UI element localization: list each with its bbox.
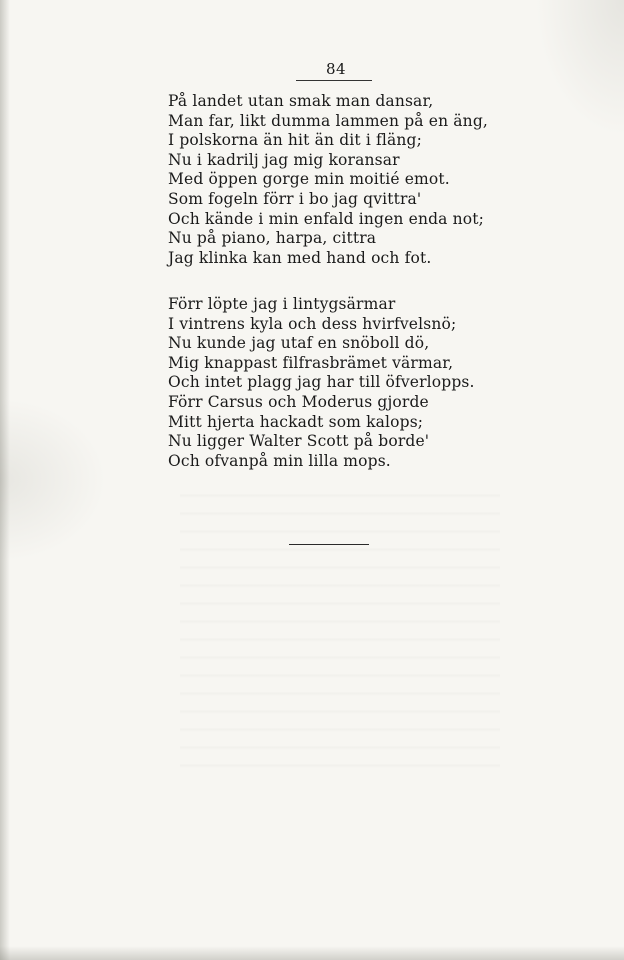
page-left-edge-shadow xyxy=(0,0,10,960)
poem-line: Förr Carsus och Moderus gjorde xyxy=(168,392,429,411)
poem-line: Nu i kadrilj jag mig koransar xyxy=(168,150,400,169)
poem-line: Jag klinka kan med hand och fot. xyxy=(168,248,432,267)
stanza-1 xyxy=(168,92,528,268)
poem-line: Nu på piano, harpa, cittra xyxy=(168,229,377,248)
poem-line: Med öppen gorge min moitié emot. xyxy=(168,170,450,189)
poem-line: Förr löpte jag i lintygsärmar xyxy=(168,295,396,313)
show-through-texture xyxy=(180,480,500,780)
poem-line: I polskorna än hit än dit i fläng; xyxy=(168,131,422,150)
page-number: 84 xyxy=(325,60,347,78)
poem-line: Mig knappast filfrasbrämet värmar, xyxy=(168,353,454,372)
stanza-2 xyxy=(168,295,528,471)
poem-line: I vintrens kyla och dess hvirfvelsnö; xyxy=(168,314,457,333)
poem-line: På landet utan smak man dansar, xyxy=(168,92,434,110)
end-of-poem-rule xyxy=(289,544,369,545)
poem-line: Man far, likt dumma lammen på en äng, xyxy=(168,111,488,130)
page-number-rule xyxy=(296,80,372,81)
poem-line: Mitt hjerta hackadt som kalops; xyxy=(168,412,424,431)
poem-line: Och intet plagg jag har till öfverlopps. xyxy=(168,373,475,392)
poem-line: Nu kunde jag utaf en snöboll dö, xyxy=(168,334,430,353)
page-bottom-edge-shadow xyxy=(0,946,624,960)
poem-line: Som fogeln förr i bo jag qvittra' xyxy=(168,189,422,208)
poem-line: Nu ligger Walter Scott på borde' xyxy=(168,432,430,451)
poem-line: Och ofvanpå min lilla mops. xyxy=(168,451,391,470)
poem-line: Och kände i min enfald ingen enda not; xyxy=(168,209,484,228)
